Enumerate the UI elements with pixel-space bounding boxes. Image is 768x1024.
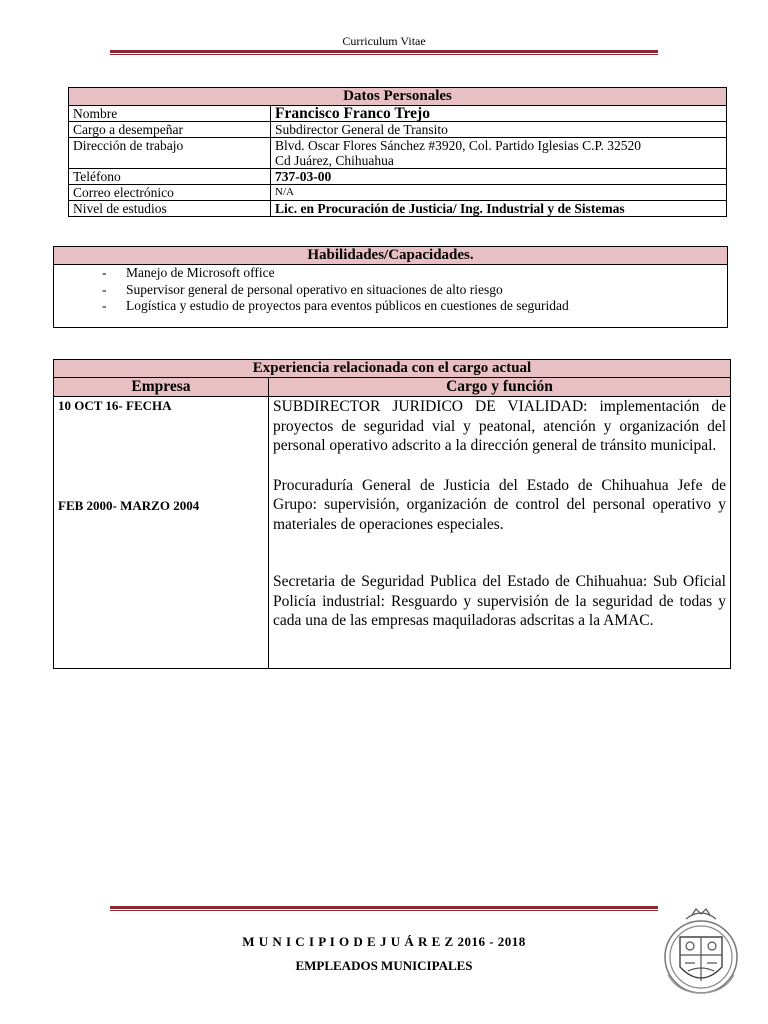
footer-municipality: M U N I C I P I O D E J U Á R E Z 2016 - 2018: [242, 934, 526, 949]
name-value: Francisco Franco Trejo: [271, 106, 727, 122]
name-label: Nombre: [69, 106, 271, 122]
skills-heading: Habilidades/Capacidades.: [54, 247, 728, 265]
experience-entry-1: SUBDIRECTOR JURIDICO DE VIALIDAD: implementación de proyectos de seguridad vial y peatonal, atención y organización del personal operativo adscrito a la dirección general de tránsito municipal.: [273, 398, 726, 454]
email-label: Correo electrónico: [69, 185, 271, 201]
experience-description-cell: [269, 397, 731, 669]
experience-date-1: 10 OCT 16- FECHA: [58, 398, 172, 413]
experience-date-2: FEB 2000- MARZO 2004: [58, 498, 200, 513]
experience-dates-cell: [54, 397, 269, 669]
phone-value: 737-03-00: [271, 169, 727, 185]
list-item: - Logística y estudio de proyectos para eventos públicos en cuestiones de seguridad: [102, 298, 569, 313]
work-address-line1: Blvd. Oscar Flores Sánchez #3920, Col. Partido Iglesias C.P. 32520: [275, 138, 641, 153]
skills-table: [53, 246, 728, 328]
company-column-header: Empresa: [54, 378, 269, 397]
position-label: Cargo a desempeñar: [69, 122, 271, 138]
phone-label: Teléfono: [69, 169, 271, 185]
experience-table: [53, 359, 731, 669]
experience-heading: Experiencia relacionada con el cargo actual: [54, 360, 731, 378]
municipal-seal-icon: [658, 905, 744, 997]
personal-data-table: [68, 87, 727, 217]
header-rule: [110, 50, 658, 55]
work-address-line2: Cd Juárez, Chihuahua: [275, 153, 394, 168]
experience-entry-3: Secretaria de Seguridad Publica del Estado de Chihuahua: Sub Oficial Policía industrial: Resguardo y supervisión de la seguridad de todas y cada una de las empresas maquiladoras adscritas a la AMAC.: [273, 573, 726, 629]
role-column-header: Cargo y función: [269, 378, 731, 397]
skills-list: [54, 265, 728, 328]
document-header-title: Curriculum Vitae: [342, 34, 426, 48]
personal-data-heading: Datos Personales: [69, 88, 727, 106]
email-value: N/A: [271, 185, 727, 201]
work-address-label: Dirección de trabajo: [69, 138, 271, 169]
footer-employees: EMPLEADOS MUNICIPALES: [295, 958, 473, 973]
list-item: - Supervisor general de personal operativo en situaciones de alto riesgo: [102, 281, 503, 297]
experience-entry-2: Procuraduría General de Justicia del Estado de Chihuahua Jefe de Grupo: supervisión, organización de control del personal operativo y materiales de operaciones especiales.: [273, 476, 726, 533]
education-value: Lic. en Procuración de Justicia/ Ing. Industrial y de Sistemas: [271, 201, 727, 217]
education-label: Nivel de estudios: [69, 201, 271, 217]
footer-rule: [110, 906, 658, 911]
work-address-value: [271, 138, 727, 169]
position-value: Subdirector General de Transito: [271, 122, 727, 138]
list-item: - Manejo de Microsoft office: [102, 265, 275, 280]
